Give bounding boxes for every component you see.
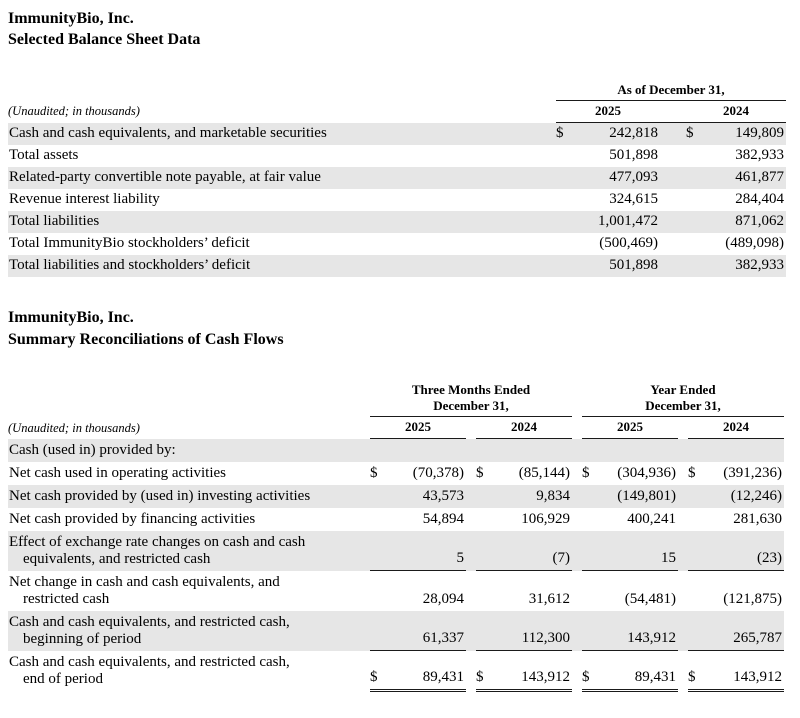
column-header: 2025 (582, 417, 678, 439)
amount-cell (476, 651, 572, 691)
company-name: ImmunityBio, Inc. (8, 10, 134, 27)
amount: 89,431 (634, 669, 676, 686)
amount-cell (370, 651, 466, 691)
row-label: Related-party convertible note payable, at fair value (8, 167, 556, 189)
table-row (8, 255, 786, 277)
amount-cell (370, 462, 466, 485)
table-row (8, 611, 784, 651)
row-label: Net cash used in operating activities (9, 464, 227, 481)
amount: 143,912 (627, 630, 676, 647)
column-header-2024: 2024 (686, 101, 786, 123)
unaudited-note: (Unaudited; in thousands) (8, 103, 140, 118)
amount: 112,300 (521, 630, 570, 647)
dollar-sign: $ (582, 669, 590, 686)
row-label: Total liabilities (8, 211, 556, 233)
amount: (7) (552, 550, 570, 567)
amount: (23) (757, 550, 782, 567)
table-row (8, 485, 784, 508)
row-label: Total liabilities and stockholders’ deficit (8, 255, 556, 277)
row-label: Total assets (9, 147, 79, 164)
table-row (8, 123, 786, 146)
column-group-header-three-months: Three Months Ended December 31, (370, 380, 572, 417)
table-row (8, 233, 786, 255)
table-header-years-row (8, 417, 784, 439)
balance-sheet-title (8, 8, 788, 50)
amount-cell (476, 571, 572, 611)
amount-cell (370, 611, 466, 651)
row-label: Cash and cash equivalents, and marketable securities (8, 123, 556, 146)
row-label: Cash and cash equivalents, and restricted cash, end of period (9, 653, 290, 687)
row-label: Total ImmunityBio stockholders’ deficit (9, 235, 250, 252)
amount: 106,929 (521, 510, 570, 527)
row-label: Net cash provided by financing activities (9, 510, 256, 527)
amount-cell (582, 531, 678, 571)
table-row (8, 462, 784, 485)
table-row (8, 531, 784, 571)
column-group-header-year-ended: Year Ended December 31, (582, 380, 784, 417)
amount-cell (370, 508, 466, 531)
amount: 5 (456, 550, 464, 567)
amount: (304,936) (617, 464, 676, 481)
value-2024: 149,809 (704, 123, 786, 146)
table-header-span-row (8, 80, 786, 101)
column-header-2025: 2025 (556, 101, 660, 123)
cash-flows-title (8, 307, 788, 349)
dollar-sign: $ (370, 669, 378, 686)
amount: (149,801) (617, 487, 676, 504)
table-header-years-row (8, 101, 786, 123)
amount: 28,094 (422, 590, 464, 607)
amount-cell (582, 462, 678, 485)
row-label: Revenue interest liability (9, 191, 160, 208)
amount: 31,612 (528, 590, 570, 607)
value-2024: 382,933 (704, 255, 786, 277)
value-2024: (489,098) (725, 235, 784, 252)
table-row (8, 571, 784, 611)
value-2025: 501,898 (574, 255, 660, 277)
amount: (85,144) (518, 464, 570, 481)
row-label: Effect of exchange rate changes on cash and cash equivalents, and restricted cash (8, 531, 370, 571)
table-row (8, 145, 786, 167)
amount: (12,246) (730, 487, 782, 504)
amount: (121,875) (723, 590, 782, 607)
amount-cell (370, 485, 466, 508)
amount-cell (476, 508, 572, 531)
amount-cell (476, 485, 572, 508)
amount-cell (476, 531, 572, 571)
dollar-sign: $ (688, 464, 696, 481)
company-name: ImmunityBio, Inc. (8, 309, 134, 327)
amount-cell (688, 485, 784, 508)
amount-cell (370, 571, 466, 611)
section-subtitle: Summary Reconciliations of Cash Flows (8, 330, 284, 348)
row-label: Net cash provided by (used in) investing activities (8, 485, 370, 508)
section-subtitle: Selected Balance Sheet Data (8, 31, 201, 49)
amount: (54,481) (624, 590, 676, 607)
row-label: Net change in cash and cash equivalents, and restricted cash (9, 573, 280, 607)
value-2024: 871,062 (704, 211, 786, 233)
value-2025: 324,615 (609, 191, 658, 208)
amount-cell (582, 485, 678, 508)
value-2024: 382,933 (735, 147, 784, 164)
column-header: 2024 (476, 417, 572, 439)
value-2025: 477,093 (574, 167, 660, 189)
amount: 15 (661, 550, 676, 567)
amount-cell (476, 462, 572, 485)
amount: 54,894 (422, 510, 464, 527)
value-2025: 501,898 (609, 147, 658, 164)
amount: (391,236) (723, 464, 782, 481)
dollar-sign: $ (688, 669, 696, 686)
value-2025: 1,001,472 (574, 211, 660, 233)
row-label: Cash and cash equivalents, and restricted cash, beginning of period (8, 611, 370, 651)
dollar-sign: $ (370, 464, 378, 481)
row-label: Cash (used in) provided by: (8, 439, 370, 462)
table-row (8, 189, 786, 211)
balance-sheet-table (8, 80, 786, 277)
amount-cell (370, 531, 466, 571)
dollar-sign: $ (476, 669, 484, 686)
section-row (8, 439, 784, 462)
table-row (8, 508, 784, 531)
column-group-header: As of December 31, (556, 80, 786, 101)
value-2025: (500,469) (599, 235, 658, 252)
dollar-sign: $ (582, 464, 590, 481)
amount-cell (582, 571, 678, 611)
amount-cell (582, 651, 678, 691)
dollar-sign: $ (556, 123, 574, 146)
amount: 143,912 (733, 669, 782, 686)
amount: 265,787 (733, 630, 782, 647)
column-header: 2024 (688, 417, 784, 439)
value-2024: 284,404 (735, 191, 784, 208)
amount: 61,337 (422, 630, 464, 647)
unaudited-note: (Unaudited; in thousands) (8, 420, 140, 435)
amount: 89,431 (422, 669, 464, 686)
amount: 43,573 (422, 487, 464, 504)
value-2024: 461,877 (704, 167, 786, 189)
column-header: 2025 (370, 417, 466, 439)
table-row (8, 651, 784, 691)
amount: 9,834 (536, 487, 570, 504)
amount: 400,241 (627, 510, 676, 527)
amount-cell (476, 611, 572, 651)
amount-cell (688, 651, 784, 691)
amount-cell (688, 508, 784, 531)
amount-cell (688, 571, 784, 611)
amount: (70,378) (412, 464, 464, 481)
dollar-sign: $ (476, 464, 484, 481)
amount-cell (582, 508, 678, 531)
amount: 143,912 (521, 669, 570, 686)
amount-cell (688, 531, 784, 571)
dollar-sign: $ (686, 123, 704, 146)
value-2025: 242,818 (574, 123, 660, 146)
table-header-span-row (8, 380, 784, 417)
amount-cell (688, 462, 784, 485)
table-row (8, 167, 786, 189)
table-row (8, 211, 786, 233)
amount-cell (582, 611, 678, 651)
cash-flows-table (8, 380, 784, 693)
amount: 281,630 (733, 510, 782, 527)
amount-cell (688, 611, 784, 651)
